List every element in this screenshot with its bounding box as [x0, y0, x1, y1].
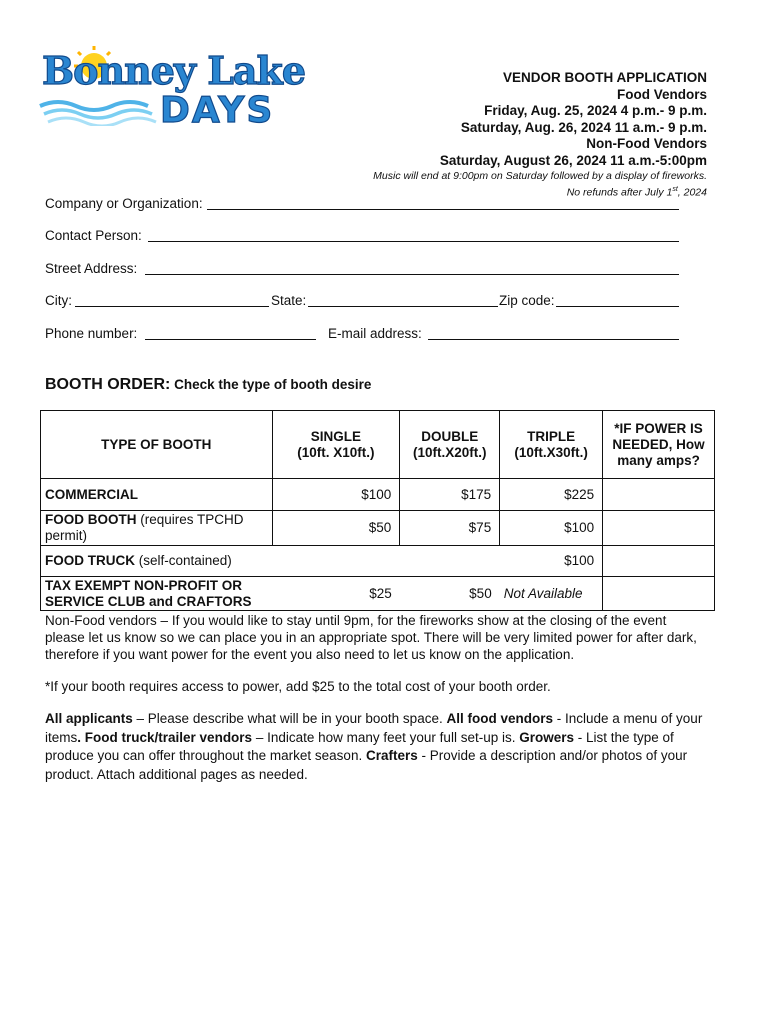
header-triple: TRIPLE (10ft.X30ft.) — [500, 411, 603, 479]
triple-price[interactable]: $225 — [500, 479, 603, 511]
booth-order-table — [40, 410, 715, 611]
email-field[interactable] — [428, 339, 679, 340]
refund-note: No refunds after July 1st, 2024 — [566, 186, 707, 199]
amps-field[interactable] — [603, 479, 715, 511]
music-note: Music will end at 9:00pm on Saturday followed by a display of fireworks. — [373, 170, 707, 182]
amps-field[interactable] — [603, 546, 715, 577]
header-nonfood-hours: Saturday, August 26, 2024 11 a.m.-5:00pm — [439, 152, 707, 168]
header-single: SINGLE (10ft. X10ft.) — [272, 411, 400, 479]
single-price[interactable]: $100 — [272, 479, 400, 511]
header-nonfood-vendors: Non-Food Vendors — [586, 136, 707, 151]
street-label: Street Address: — [45, 261, 138, 276]
zip-label: Zip code: — [499, 293, 555, 308]
row-label: TAX EXEMPT NON-PROFIT OR SERVICE CLUB and CRAFTORS — [41, 577, 273, 611]
table-row — [41, 577, 715, 611]
table-header-row — [41, 411, 715, 479]
bonney-lake-days-logo — [38, 44, 318, 126]
amps-field[interactable] — [603, 577, 715, 611]
triple-price[interactable]: $100 — [500, 511, 603, 546]
header-power-amps: *IF POWER IS NEEDED, How many amps? — [603, 411, 715, 479]
power-note: *If your booth requires access to power, add $25 to the total cost of your booth order. — [45, 679, 551, 694]
street-field[interactable] — [145, 274, 679, 275]
double-price[interactable]: $175 — [400, 479, 500, 511]
row-label: FOOD BOOTH (requires TPCHD permit) — [41, 511, 273, 546]
contact-label: Contact Person: — [45, 228, 142, 243]
triple-price: Not Available — [500, 577, 603, 611]
header-friday-hours: Friday, Aug. 25, 2024 4 p.m.- 9 p.m. — [484, 103, 707, 118]
amps-field[interactable] — [603, 511, 715, 546]
company-field[interactable] — [207, 209, 679, 210]
city-label: City: — [45, 293, 72, 308]
phone-label: Phone number: — [45, 326, 138, 341]
zip-field[interactable] — [556, 306, 679, 307]
table-row — [41, 511, 715, 546]
logo-line1: Bonney Lake — [42, 48, 306, 93]
email-label: E-mail address: — [328, 326, 422, 341]
triple-price[interactable]: $100 — [500, 546, 603, 577]
row-label: COMMERCIAL — [41, 479, 273, 511]
booth-order-heading: BOOTH ORDER: Check the type of booth desire — [45, 376, 372, 393]
application-header — [287, 70, 707, 200]
logo-line2: DAYS — [160, 90, 275, 126]
single-price[interactable]: $25 — [272, 577, 400, 611]
header-type-of-booth: TYPE OF BOOTH — [41, 411, 273, 479]
single-price[interactable]: $50 — [272, 511, 400, 546]
row-label: FOOD TRUCK (self-contained) — [41, 546, 273, 577]
contact-field[interactable] — [148, 241, 679, 242]
state-label: State: — [271, 293, 307, 308]
header-double: DOUBLE (10ft.X20ft.) — [400, 411, 500, 479]
double-price[interactable]: $75 — [400, 511, 500, 546]
state-field[interactable] — [308, 306, 498, 307]
double-price[interactable]: $50 — [400, 577, 500, 611]
double-price — [400, 546, 500, 577]
header-saturday-hours: Saturday, Aug. 26, 2024 11 a.m.- 9 p.m. — [460, 119, 707, 135]
table-row — [41, 546, 715, 577]
applicants-instructions: All applicants – Please describe what will be in your booth space. All food vendors - Include a menu of your items. Food truck/trailer vendors – Indicate how many feet your full set-up is. Growers - List the type of produce you can offer throughout the market season. Crafters - Provide a description and/or photos of your product. Attach additional pages as needed. — [45, 711, 703, 782]
nonfood-vendors-note: Non-Food vendors – If you would like to stay until 9pm, for the fireworks show at the closing of the event please let us know so we can place you in an appropriate spot. There will be very limited power for after dark, therefore if you want power for the event you also need to let us know on the application. — [45, 613, 697, 662]
header-food-vendors: Food Vendors — [616, 86, 707, 102]
single-price — [272, 546, 400, 577]
city-field[interactable] — [75, 306, 269, 307]
phone-field[interactable] — [145, 339, 316, 340]
company-label: Company or Organization: — [45, 196, 203, 211]
table-row — [41, 479, 715, 511]
header-title: VENDOR BOOTH APPLICATION — [502, 70, 707, 85]
